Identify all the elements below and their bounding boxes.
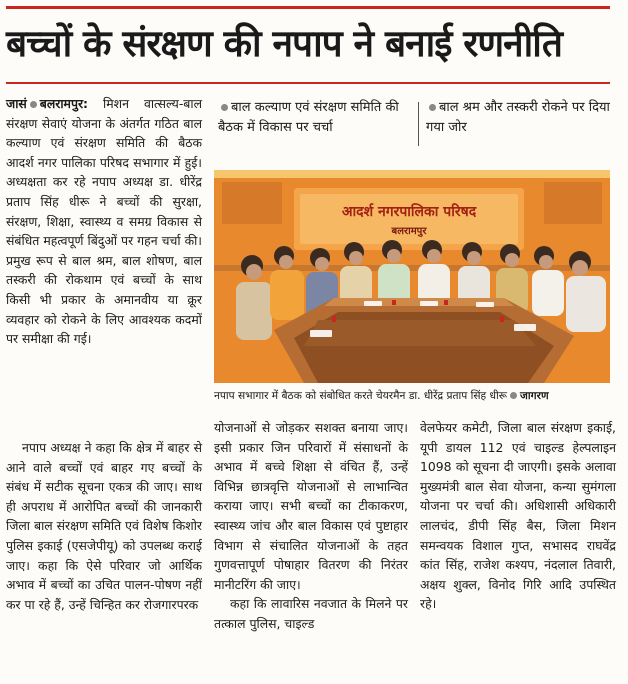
paragraph-3-cont-text: वेलफेयर कमेटी, जिला बाल संरक्षण इकाई, यूपी डायल 112 एवं चाइल्ड हेल्पलाइन 1098 को सूचना दी जाएगी। इसके अलावा मुख्यमंत्री बाल सेवा योजना, कन्या सुमंगला योजना पर चर्चा की। अधिशासी अधिकारी लालचंद, डीपी सिंह बैस, जिला मिशन समन्वयक विशाल गुप्त, सभासद राघवेंद्र कांत सिंह, राजेश कश्यप, नंदलाल तिवारी, अक्षय शुक्ल, विनोद गिरि आदि उपस्थित रहे। [420,420,616,612]
highlight-bullet-icon [221,104,228,111]
caption-source: जागरण [520,390,549,402]
paragraph-3-text: कहा कि लावारिस नवजात के मिलने पर तत्काल पुलिस, चाइल्ड [214,596,408,631]
paragraph-1-text: मिशन वात्सल्य-बाल संरक्षण सेवाएं योजना के अंतर्गत गठित बाल कल्याण एवं संरक्षण समिति की बैठक आदर्श नगर पालिका परिषद सभागार में हुई। अध्यक्षता कर रहे नपाप अध्यक्ष डा. धीरेंद्र प्रताप सिंह धीरू ने बच्चों की सुरक्षा, संरक्षण, शिक्षा, स्वास्थ्य व समग्र विकास से संबंधित महत्वपूर्ण बिंदुओं पर गहन चर्चा की। प्रमुख रूप से बाल श्रम, बाल शोषण, बाल तस्करी की रोकथाम एवं बच्चों के साथ किसी भी प्रकार के अमानवीय या क्रूर व्यवहार को रोकने के लिए आवश्यक कदमों पर समीक्षा की गई। [6,96,202,347]
highlight-divider [418,102,419,146]
caption-bullet-icon [510,392,517,399]
headline-rule [6,82,610,84]
paragraph-2-continued [214,418,408,594]
article-column-left [6,94,202,349]
photo-banner-sub: बलरामपुर [391,226,427,237]
caption-text: नपाप सभागार में बैठक को संबोधित करते चेयरमैन डा. धीरेंद्र प्रताप सिंह धीरू [214,390,508,402]
article-column-middle [214,418,408,634]
meeting-photo [214,170,610,383]
paragraph-2-text: नपाप अध्यक्ष ने कहा कि क्षेत्र में बाहर से आने वाले बच्चों एवं बाहर गए बच्चों के संबंध में सटीक सूचना एकत्र की जाए। साथ ही अपराध में आरोपित बच्चों की जानकारी जिला बाल संरक्षण समिति एवं विशेष किशोर पुलिस इकाई (एसजेपीयू) को उपलब्ध कराई जाए। कहा कि ऐसे परिवार जो आर्थिक अभाव में बच्चों का उचित पालन-पोषण नहीं कर पा रहे हैं, उन्हें चिन्हित कर रोजगारपरक [6,440,202,612]
paragraph-3 [214,594,408,633]
paragraph-1 [6,94,202,349]
dateline-bullet-icon [30,101,37,108]
article-column-left-lower [6,438,202,614]
highlight-2-text: बाल श्रम और तस्करी रोकने पर दिया गया जोर [426,100,610,135]
top-rule [6,6,610,9]
photo-caption [214,388,614,404]
paragraph-3-continued [420,418,616,614]
paragraph-2-cont-text: योजनाओं से जोड़कर सशक्त बनाया जाए। इसी प्रकार जिन परिवारों में संसाधनों के अभाव में बच्चे शिक्षा से वंचित हैं, उन्हें विभिन्न छात्रवृत्ति योजनाओं से लाभान्वित कराया जाए। सभी बच्चों का टीकाकरण, स्वास्थ्य जांच और बाल विकास एवं पुष्टाहार विभाग से संचालित योजनाओं के तहत गुणवत्तापूर्ण पोषाहार वितरण की निरंतर मानीटरिंग की जाए। [214,420,408,592]
highlight-1 [218,98,410,138]
highlight-2 [426,98,618,138]
article-column-right [420,418,616,614]
highlights-box [214,98,616,150]
dateline-location: बलरामपुर: [39,96,89,111]
highlight-bullet-icon [429,104,436,111]
highlight-1-text: बाल कल्याण एवं संरक्षण समिति की बैठक में विकास पर चर्चा [218,100,399,135]
photo-banner-title: आदर्श नगरपालिका परिषद [341,204,477,220]
meeting-photo-illustration [214,170,610,383]
paragraph-2 [6,438,202,614]
dateline-source: जासं [6,96,27,111]
headline: बच्चों के संरक्षण की नपाप ने बनाई रणनीति [6,22,562,65]
